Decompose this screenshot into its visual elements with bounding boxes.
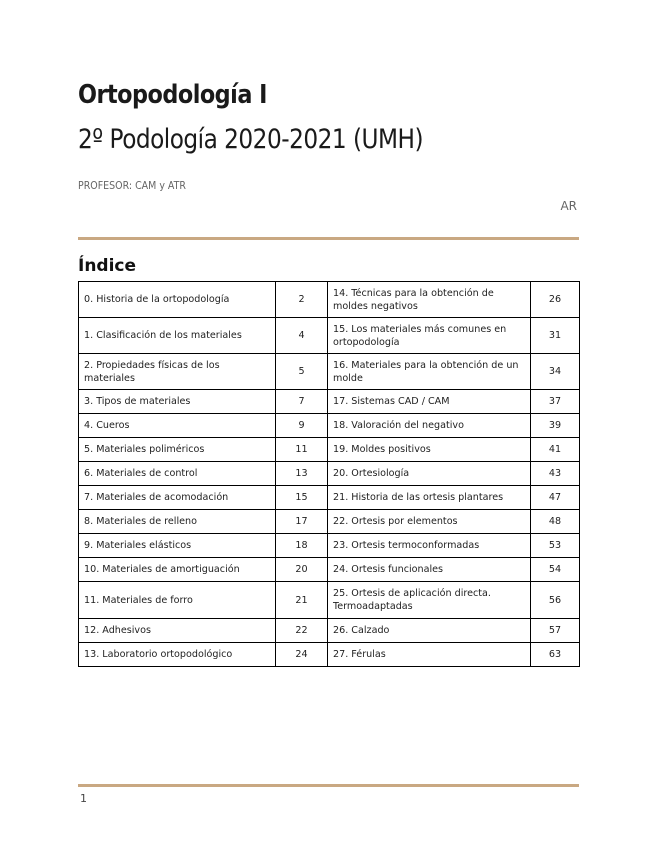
toc-row [79,462,580,486]
toc-row [79,643,580,667]
toc-entry-title-left[interactable]: 5. Materiales poliméricos [79,438,276,462]
toc-entry-title-left[interactable]: 4. Cueros [79,414,276,438]
toc-entry-title-left[interactable]: 11. Materiales de forro [79,582,276,619]
toc-entry-title-right[interactable]: 25. Ortesis de aplicación directa. Termoadaptadas [328,582,531,619]
toc-row [79,619,580,643]
toc-entry-title-right[interactable]: 17. Sistemas CAD / CAM [328,390,531,414]
toc-entry-title-right[interactable]: 19. Moldes positivos [328,438,531,462]
toc-entry-page-left: 4 [276,318,328,354]
table-of-contents [78,281,580,667]
toc-row [79,510,580,534]
toc-entry-title-left[interactable]: 9. Materiales elásticos [79,534,276,558]
toc-entry-page-left: 2 [276,282,328,318]
toc-entry-page-left: 17 [276,510,328,534]
toc-entry-page-left: 15 [276,486,328,510]
toc-entry-page-right: 39 [531,414,580,438]
toc-entry-title-left[interactable]: 13. Laboratorio ortopodológico [79,643,276,667]
toc-entry-page-left: 13 [276,462,328,486]
toc-row [79,486,580,510]
toc-entry-page-right: 34 [531,354,580,390]
footer-divider [78,784,579,787]
toc-entry-page-left: 20 [276,558,328,582]
professor-line: PROFESOR: CAM y ATR [78,179,187,192]
toc-row [79,414,580,438]
toc-entry-page-right: 37 [531,390,580,414]
toc-entry-page-right: 53 [531,534,580,558]
page-number: 1 [80,792,87,805]
document-title: Ortopodología I [78,80,267,110]
toc-entry-title-right[interactable]: 14. Técnicas para la obtención de moldes negativos [328,282,531,318]
toc-entry-title-right[interactable]: 16. Materiales para la obtención de un molde [328,354,531,390]
toc-entry-title-left[interactable]: 12. Adhesivos [79,619,276,643]
toc-entry-title-right[interactable]: 24. Ortesis funcionales [328,558,531,582]
toc-entry-title-right[interactable]: 18. Valoración del negativo [328,414,531,438]
toc-row [79,282,580,318]
toc-entry-title-left[interactable]: 8. Materiales de relleno [79,510,276,534]
toc-entry-title-left[interactable]: 3. Tipos de materiales [79,390,276,414]
index-heading: Índice [78,256,137,276]
toc-entry-page-right: 54 [531,558,580,582]
toc-entry-title-right[interactable]: 27. Férulas [328,643,531,667]
toc-row [79,354,580,390]
toc-entry-title-right[interactable]: 22. Ortesis por elementos [328,510,531,534]
toc-entry-title-left[interactable]: 10. Materiales de amortiguación [79,558,276,582]
toc-entry-title-right[interactable]: 20. Ortesiología [328,462,531,486]
toc-entry-page-right: 56 [531,582,580,619]
toc-row [79,390,580,414]
toc-entry-title-right[interactable]: 26. Calzado [328,619,531,643]
toc-entry-page-left: 22 [276,619,328,643]
toc-entry-title-left[interactable]: 7. Materiales de acomodación [79,486,276,510]
toc-entry-page-left: 11 [276,438,328,462]
toc-row [79,534,580,558]
toc-entry-page-left: 5 [276,354,328,390]
toc-entry-page-right: 43 [531,462,580,486]
toc-row [79,318,580,354]
toc-row [79,582,580,619]
toc-entry-title-left[interactable]: 1. Clasificación de los materiales [79,318,276,354]
author-initials: AR [560,199,577,213]
toc-entry-page-left: 24 [276,643,328,667]
toc-entry-page-right: 41 [531,438,580,462]
toc-entry-page-right: 26 [531,282,580,318]
toc-entry-page-right: 63 [531,643,580,667]
toc-entry-title-left[interactable]: 0. Historia de la ortopodología [79,282,276,318]
toc-entry-page-right: 31 [531,318,580,354]
toc-row [79,438,580,462]
toc-entry-title-left[interactable]: 6. Materiales de control [79,462,276,486]
header-divider [78,237,579,240]
toc-entry-title-right[interactable]: 23. Ortesis termoconformadas [328,534,531,558]
toc-entry-page-left: 9 [276,414,328,438]
toc-entry-title-right[interactable]: 15. Los materiales más comunes en ortopodología [328,318,531,354]
toc-entry-page-right: 57 [531,619,580,643]
toc-entry-title-right[interactable]: 21. Historia de las ortesis plantares [328,486,531,510]
toc-entry-title-left[interactable]: 2. Propiedades físicas de los materiales [79,354,276,390]
document-subtitle: 2º Podología 2020-2021 (UMH) [78,124,423,155]
toc-entry-page-right: 48 [531,510,580,534]
toc-entry-page-left: 21 [276,582,328,619]
toc-row [79,558,580,582]
toc-entry-page-left: 7 [276,390,328,414]
toc-entry-page-right: 47 [531,486,580,510]
toc-entry-page-left: 18 [276,534,328,558]
